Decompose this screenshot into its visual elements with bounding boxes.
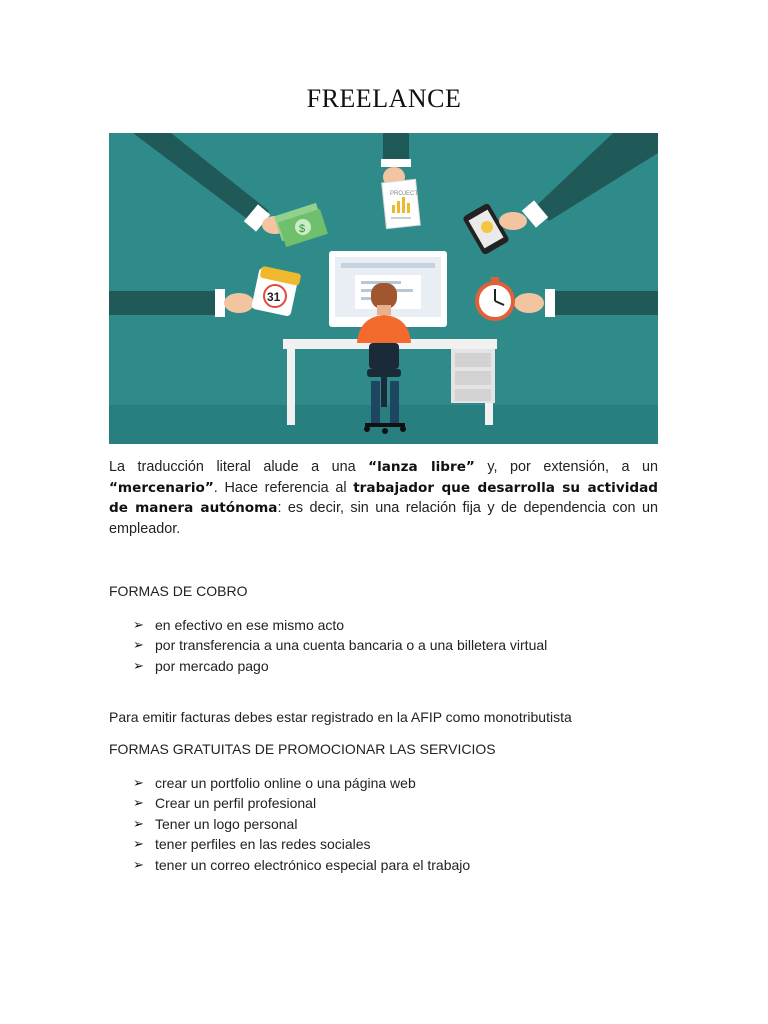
arrow-bullet-icon: ➢	[133, 637, 144, 653]
arrow-bullet-icon: ➢	[133, 795, 144, 811]
bold-lanza-libre: “lanza libre”	[368, 459, 475, 475]
list-item: ➢ Tener un logo personal	[133, 814, 470, 834]
list-item: ➢ Crear un perfil profesional	[133, 793, 470, 813]
freelance-illustration	[109, 133, 658, 444]
svg-text:PROJECT: PROJECT	[390, 191, 419, 197]
heading-formas-gratuitas: FORMAS GRATUITAS DE PROMOCIONAR LAS SERVICIOS	[109, 741, 496, 757]
bold-mercenario: “mercenario”	[109, 479, 214, 496]
list-item: ➢ crear un portfolio online o una página web	[133, 773, 470, 793]
svg-text:31: 31	[267, 290, 281, 304]
svg-text:$: $	[299, 223, 306, 235]
list-item: ➢ por transferencia a una cuenta bancaria o a una billetera virtual	[133, 635, 547, 655]
heading-formas-de-cobro: FORMAS DE COBRO	[109, 583, 248, 599]
arrow-bullet-icon: ➢	[133, 775, 144, 790]
afip-note: Para emitir facturas debes estar registrado en la AFIP como monotributista	[109, 709, 572, 725]
document-title: FREELANCE	[306, 84, 462, 113]
arrow-bullet-icon: ➢	[133, 657, 144, 673]
cobro-list	[133, 615, 547, 676]
arrow-bullet-icon: ➢	[133, 836, 144, 852]
list-item: ➢ tener perfiles en las redes sociales	[133, 834, 470, 854]
list-item: ➢ tener un correo electrónico especial para el trabajo	[133, 855, 470, 875]
arrow-bullet-icon: ➢	[133, 815, 144, 831]
list-item: ➢ por mercado pago	[133, 656, 547, 676]
bold-definition: trabajador que desarrolla su actividad de manera autónoma	[109, 479, 658, 517]
list-item: ➢ en efectivo en ese mismo acto	[133, 615, 547, 635]
intro-paragraph: La traducción literal alude a una “lanza libre” y, por extensión, a un “mercenario”. Hace referencia al trabajador que desarrolla su actividad de manera autónoma: es decir, sin una relación fija y de dependencia con un empleador.	[109, 459, 659, 537]
arrow-bullet-icon: ➢	[133, 856, 144, 872]
promo-list	[133, 773, 470, 875]
arrow-bullet-icon: ➢	[133, 617, 144, 632]
